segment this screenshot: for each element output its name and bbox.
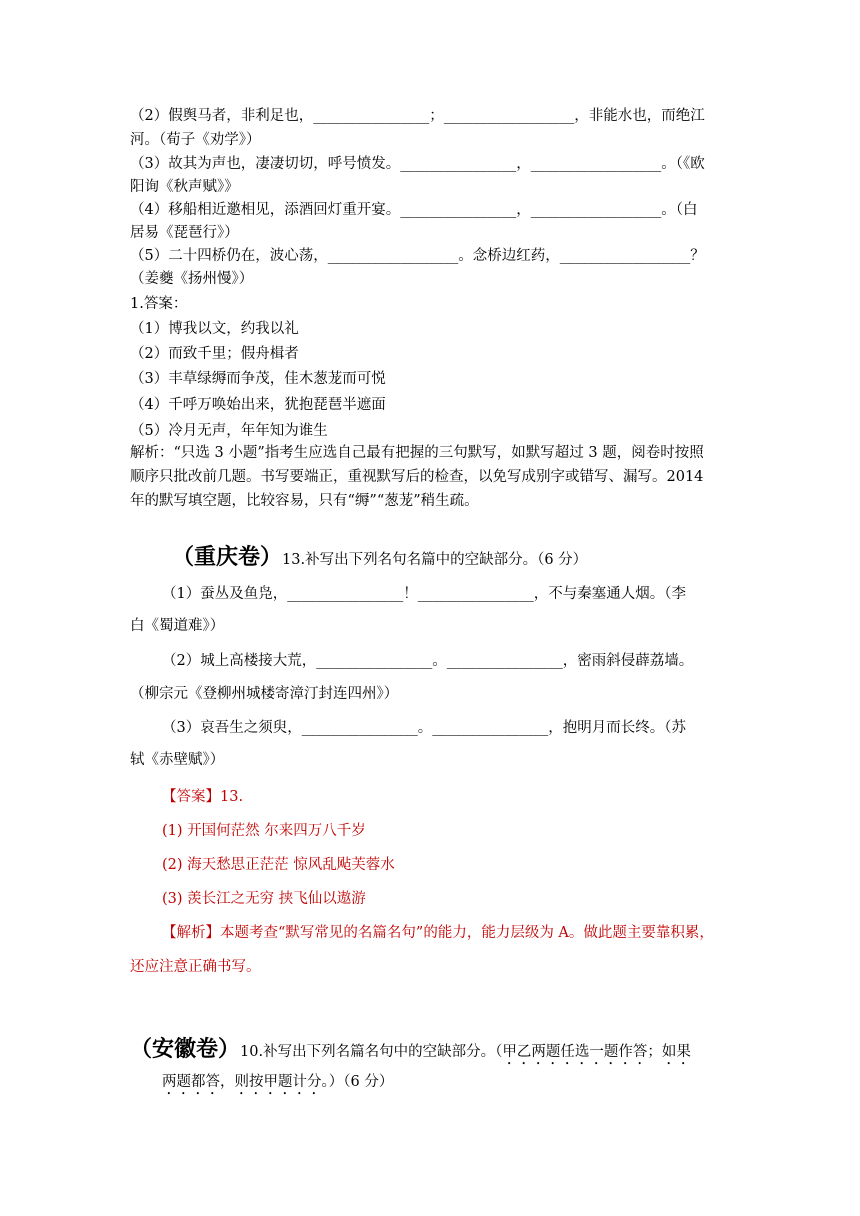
question-prompt-emphasis: 两题都答，则按甲题计分。 xyxy=(162,1074,329,1090)
cq-answer-item: (3) 羡长江之无穷 挟飞仙以遨游 xyxy=(162,891,366,907)
question-points: ）（6 分） xyxy=(328,1074,394,1090)
question-2-line-2: 河。（荀子《劝学》） xyxy=(130,132,261,148)
answer-item: （3）丰草绿缛而争茂，佳木葱茏而可悦 xyxy=(130,371,386,387)
chongqing-heading xyxy=(172,543,587,575)
question-3-line-1: （3）故其为声也，凄凄切切，呼号愤发。________________，__________________。（《欧 xyxy=(130,156,705,172)
cq-analysis-line-2: 还应注意正确书写。 xyxy=(130,959,261,975)
cq-question-1-line-2: 白《蜀道难》） xyxy=(130,618,225,634)
question-5-line-2: （姜夔《扬州慢》） xyxy=(130,271,254,287)
anhui-question-line-2 xyxy=(162,1072,393,1098)
cq-answer-heading: 【答案】13. xyxy=(162,789,244,805)
question-3-line-2: 阳询《秋声赋》》 xyxy=(130,179,239,195)
section-title: （安徽卷） xyxy=(130,1037,241,1062)
cq-question-1-line-1: （1）蚕丛及鱼凫，________________！________________，不与秦塞通人烟。（李 xyxy=(162,586,686,602)
answer-item: （4）千呼万唤始出来，犹抱琵琶半遮面 xyxy=(130,397,386,413)
cq-answer-item: (1) 开国何茫然 尔来四万八千岁 xyxy=(162,823,366,839)
cq-question-3-line-1: （3）哀吾生之须臾，________________。________________，抱明月而长终。（苏 xyxy=(162,720,686,736)
question-prompt: 13.补写出下列名句名篇中的空缺部分。（6 分） xyxy=(282,552,588,568)
anhui-heading xyxy=(130,1035,691,1068)
question-prompt-emphasis: 甲乙两题任选一题作答；如果 xyxy=(502,1044,691,1060)
analysis-line: 顺序只批改前几题。书写要端正，重视默写后的检查，以免写成别字或错写、漏写。2014 xyxy=(130,469,704,485)
cq-answer-item: (2) 海天愁思正茫茫 惊风乱飐芙蓉水 xyxy=(162,857,395,873)
cq-question-2-line-2: （柳宗元《登柳州城楼寄漳汀封连四州》） xyxy=(130,686,399,702)
question-5-line-1: （5）二十四桥仍在，波心荡，__________________。念桥边红药，__________________？ xyxy=(130,248,705,264)
analysis-line: 解析：“只选 3 小题”指考生应选自己最有把握的三句默写，如默写超过 3 题，阅卷时按照 xyxy=(130,445,704,461)
question-4-line-2: 居易《琵琶行》） xyxy=(130,225,239,241)
cq-analysis-line-1: 【解析】本题考查“默写常见的名篇名句”的能力，能力层级为 A。做此题主要靠积累， xyxy=(162,925,714,941)
answer-item: （5）冷月无声，年年知为谁生 xyxy=(130,423,328,439)
answer-item: （2）而致千里；假舟楫者 xyxy=(130,346,299,362)
answer-label: 1.答案： xyxy=(130,296,188,312)
question-2-line-1: （2）假舆马者，非利足也，________________；__________________，非能水也，而绝江 xyxy=(130,108,705,124)
section-title: （重庆卷） xyxy=(172,545,283,570)
question-prompt-a: 10.补写出下列名篇名句中的空缺部分。（ xyxy=(240,1044,503,1060)
cq-question-2-line-1: （2）城上高楼接大荒，________________。________________，密雨斜侵薜荔墙。 xyxy=(162,653,694,669)
answer-item: （1）博我以文，约我以礼 xyxy=(130,321,299,337)
question-4-line-1: （4）移船相近邀相见，添酒回灯重开宴。________________，__________________。（白 xyxy=(130,202,698,218)
cq-question-3-line-2: 轼《赤壁赋》） xyxy=(130,752,225,768)
analysis-line: 年的默写填空题，比较容易，只有“缛”“葱茏”稍生疏。 xyxy=(130,493,479,509)
